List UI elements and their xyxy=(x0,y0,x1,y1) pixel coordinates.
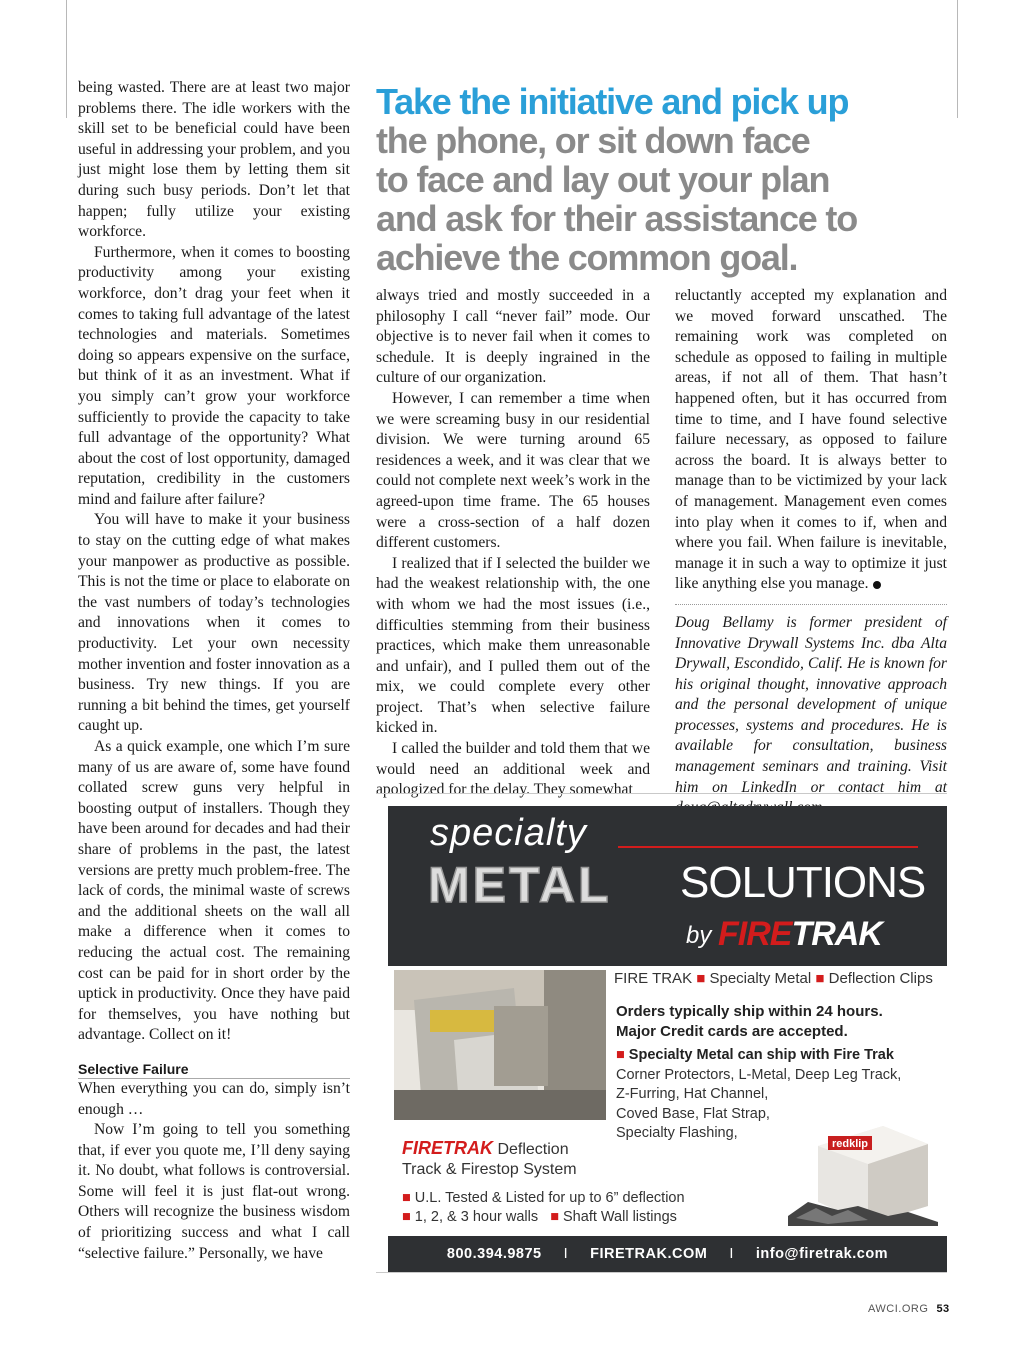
paragraph xyxy=(675,286,947,595)
footer-site[interactable]: AWCI.ORG xyxy=(868,1303,929,1315)
ad-email-link[interactable]: info@firetrak.com xyxy=(755,1246,889,1262)
pull-quote-line: and ask for their assistance to xyxy=(376,198,857,239)
article-column-2 xyxy=(376,286,650,801)
paragraph: being wasted. There are at least two major problems there. The idle workers with the skill set to be beneficial could have been useful in addressing your problem, and you just might lose them by letting them sit during such busy periods. Don’t let that happen; fully utilize your existing workforce. xyxy=(78,79,350,241)
product-box-image xyxy=(788,1106,938,1226)
author-bio: Doug Bellamy is former president of Innovative Drywall Systems Inc. dba Alta Drywall, Escondido, Calif. He is known for his original thought, innovative approach and the personal development of unique processes, systems and procedures. He is available for consultation, business management seminars and training. Visit him on LinkedIn or contact him at xyxy=(675,613,947,796)
pull-quote xyxy=(376,82,956,277)
page-footer xyxy=(868,1303,950,1315)
paragraph-text: reluctantly accepted my explanation and we moved forward unscathed. The remaining work was completed on schedule as opposed to failing in multiple areas, if not all of them. That hasn’t happened often, but it has occurred from time to time, and I have found selective failure necessary, as opposed to failure across the board. It is always better to manage than to be victimized by your lack of management. Management even comes into play when it comes to if, when and where you fail. When failure is inevitable, manage it in such a way to optimize it just like anything else you manage. xyxy=(675,287,947,593)
firetrak-wordmark: FIRETRAK xyxy=(402,1138,493,1158)
logo-trak: TRAK xyxy=(791,915,882,953)
ad-ship-item: Specialty Flashing, xyxy=(616,1125,738,1141)
ad-ship-item: Coved Base, Flat Strap, xyxy=(616,1105,770,1122)
ad-listings xyxy=(402,1189,685,1227)
ad-ship-item: Z-Furring, Hat Channel, xyxy=(616,1086,769,1102)
ad-ship-item: Corner Protectors, L-Metal, Deep Leg Track, xyxy=(616,1066,902,1083)
left-margin-rule xyxy=(66,0,67,118)
ad-separator: I xyxy=(563,1246,569,1262)
right-margin-rule xyxy=(957,0,958,118)
page-number: 53 xyxy=(936,1303,950,1315)
ad-specialty-text: specialty xyxy=(430,812,587,854)
ad-deflect-text: Deflection xyxy=(497,1141,569,1158)
ad-red-line xyxy=(618,846,918,848)
logo-fire: FIRE xyxy=(718,915,792,953)
ad-website-link[interactable]: FIRETRAK.COM xyxy=(590,1246,708,1262)
red-square-icon: ■ xyxy=(815,970,825,987)
paragraph: I realized that if I selected the builder we had the weakest relationship with, the one with whom we had the most issues (i.e., difficulties stemming from their business practices, which make them unreasonable and unfair), and I pulled them out of the mix, we could complete every other project. That’s when selective failure kicked in. xyxy=(376,554,650,737)
red-square-icon: ■ xyxy=(616,1047,625,1063)
red-square-icon: ■ xyxy=(402,1190,411,1206)
ad-listing-item: 1, 2, & 3 hour walls xyxy=(414,1209,539,1225)
ad-listing-item: Shaft Wall listings xyxy=(563,1209,677,1225)
red-square-icon: ■ xyxy=(696,970,706,987)
ad-listing-item: U.L. Tested & Listed for up to 6” deflection xyxy=(414,1190,685,1206)
paragraph: However, I can remember a time when we were screaming busy in our residential division. We were turning around 65 residences a week, and it was clear that we could not complete next week’s work in the agreed-upon time frame. The 65 houses were a cross-section of a half dozen different customers. xyxy=(376,389,650,552)
ad-orders-line: Orders typically ship within 24 hours. xyxy=(616,1003,883,1020)
paragraph: As a quick example, one which I’m sure many of us are aware of, some have found collated screw guns very helpful in boosting output of installers. Though they have been around for decades and had their share of problems in the past, the latest versions are pretty much problem-free. The lack of cords, the minimal waste of screws and the additional sheets on the wall all make a difference when it comes to reducing the actual cost. The remaining cost can be paid for in short order by the uptick in productivity. Once they have paid for themselves, you have nothing but advantage. Collect on it! xyxy=(78,738,350,1044)
ad-header xyxy=(388,806,947,966)
article-column-3 xyxy=(675,286,947,819)
ad-solutions-text: SOLUTIONS xyxy=(680,858,926,907)
ad-product-line xyxy=(614,970,933,987)
article-column-1 xyxy=(78,78,350,1264)
ad-orders-line: Major Credit cards are accepted. xyxy=(616,1023,848,1040)
ad-orders-note xyxy=(616,1002,883,1042)
ad-contact-bar xyxy=(388,1236,947,1272)
metal-product-photo xyxy=(394,970,606,1120)
ad-line-item: Specialty Metal xyxy=(709,970,812,987)
pull-quote-line: Take the initiative and pick up xyxy=(376,81,849,122)
end-mark-icon xyxy=(873,581,881,589)
red-square-icon: ■ xyxy=(402,1209,411,1225)
firetrak-logo xyxy=(718,915,882,954)
ad-phone[interactable]: 800.394.9875 xyxy=(446,1246,542,1262)
paragraph: Now I’m going to tell you something that, if ever you quote me, I’ll deny saying it. No doubt, what follows is controversial. Some will feel it is just flat-out wrong. Others will recognize the business wisdom of prioritizing success and what I call “selective failure.” Personally, we have xyxy=(78,1121,350,1262)
paragraph: I called the builder and told them that we would need an additional week and apologized for the delay. They somewhat xyxy=(376,740,650,799)
pull-quote-line: to face and lay out your plan xyxy=(376,159,830,200)
ad-metal-text: METAL xyxy=(428,857,612,913)
section-subhead: Selective Failure xyxy=(78,1060,350,1079)
ad-deflect-text: Track & Firestop System xyxy=(402,1161,577,1178)
paragraph: always tried and mostly succeeded in a philosophy I call “never fail” mode. Our objective is to never fail when it comes to schedule. It is deeply ingrained in the culture of our organization. xyxy=(376,287,650,387)
ad-deflection-label xyxy=(402,1138,577,1180)
ad-separator: I xyxy=(729,1246,734,1262)
red-square-icon: ■ xyxy=(550,1209,559,1225)
ad-line-item: FIRE TRAK xyxy=(614,970,693,987)
paragraph: Furthermore, when it comes to boosting productivity among your existing workforce, don’t drag your feet when it comes to taking full advantage of the latest technologies and materials. Sometimes doing so appears expensive on the surface, but think of it as an investment. What if you simply can’t grow your workforce sufficiently to provide the capacity to take full advantage of the opportunity? What about the cost of lost opportunity, damaged reputation, credibility in the customers mind and failure after failure? xyxy=(78,243,350,508)
divider xyxy=(675,604,947,605)
paragraph: You will have to make it your business to stay on the cutting edge of what makes your manpower as productive as possible. This is not the time or place to elaborate on the vast numbers of today’s technologies and innovations when it comes to productivity. Let your own necessity mother invention and foster innovation as a business. Try new things. If you are running a bit behind the times, get yourself caught up. xyxy=(78,511,350,735)
ad-line-item: Deflection Clips xyxy=(828,970,933,987)
box-label: redklip xyxy=(831,1138,869,1150)
advertisement[interactable] xyxy=(388,806,947,1272)
pull-quote-line: achieve the common goal. xyxy=(376,237,798,278)
ad-ship-heading: Specialty Metal can ship with Fire Trak xyxy=(628,1047,894,1063)
pull-quote-line: the phone, or sit down face xyxy=(376,120,810,161)
ad-by-text: by xyxy=(686,922,712,949)
paragraph: When everything you can do, simply isn’t enough … xyxy=(78,1079,350,1118)
